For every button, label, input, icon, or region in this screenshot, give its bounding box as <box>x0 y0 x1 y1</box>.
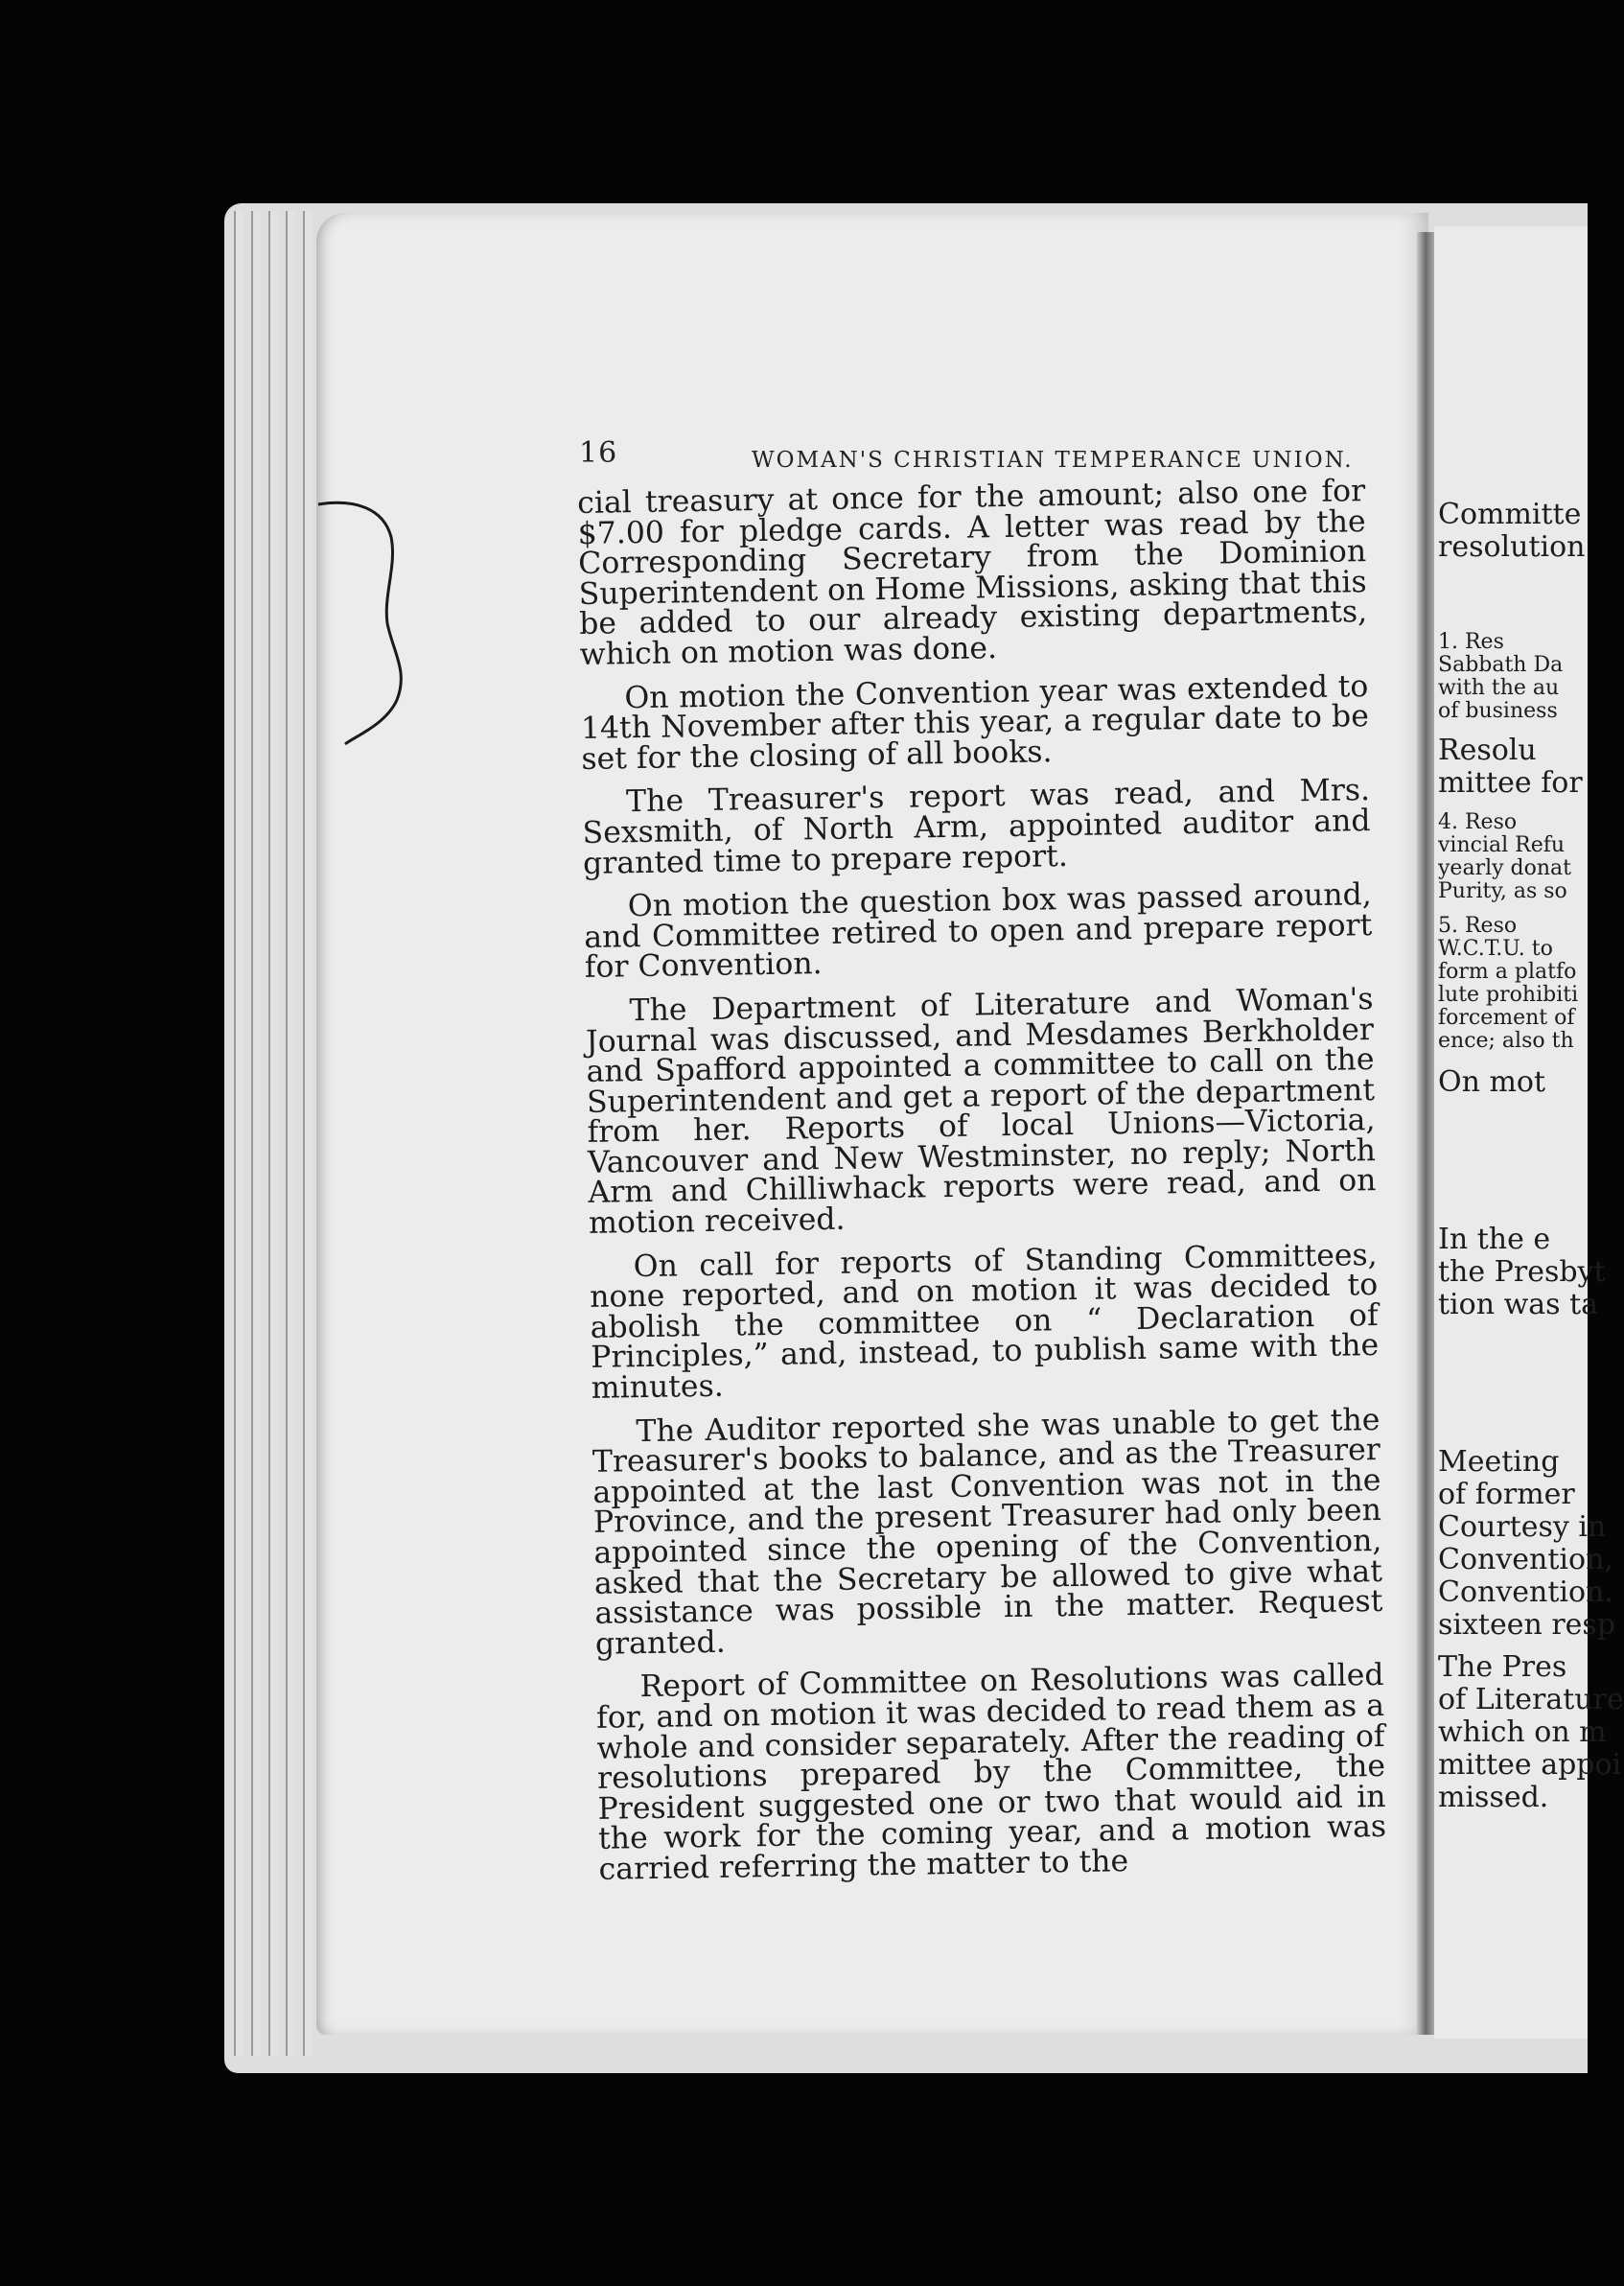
facing-line: Convention, <box>1438 1543 1613 1576</box>
facing-line: W.C.T.U. to <box>1438 937 1553 961</box>
paragraph: On motion the Convention year was extended to 14th November after this year, a regular date to be set for the closing of all books. <box>580 668 1370 777</box>
facing-line: Purity, as so <box>1438 879 1567 903</box>
page-edge <box>268 211 278 2056</box>
facing-line: On mot <box>1438 1065 1546 1099</box>
facing-line: 5. Reso <box>1438 914 1518 938</box>
facing-line: form a platfo <box>1438 960 1577 984</box>
facing-line: Resolu <box>1438 734 1537 767</box>
facing-line: of former <box>1438 1478 1575 1511</box>
facing-line: Meeting <box>1438 1445 1560 1479</box>
facing-line: of Literature <box>1438 1683 1624 1716</box>
facing-line: resolution <box>1438 530 1586 564</box>
facing-line: vincial Refu <box>1438 833 1566 857</box>
page-edge <box>234 211 244 2056</box>
facing-line: sixteen resp <box>1438 1608 1616 1642</box>
facing-line: 1. Res <box>1438 630 1504 654</box>
facing-line: 4. Reso <box>1438 810 1518 834</box>
facing-line: ence; also th <box>1438 1029 1574 1053</box>
facing-line: The Pres <box>1438 1650 1567 1684</box>
facing-line: of business <box>1438 699 1558 723</box>
facing-line: In the e <box>1438 1223 1551 1256</box>
facing-line: lute prohibiti <box>1438 983 1579 1007</box>
facing-line: forcement of <box>1438 1006 1575 1030</box>
paragraph: cial treasury at once for the amount; also one for $7.00 for pledge cards. A letter was read by the Corresponding Secretary from the Dominion Superintendent on Home Missions, asking that this be added to our already existing departments, which on motion was done. <box>576 474 1368 672</box>
facing-line: yearly donat <box>1438 856 1571 880</box>
book-gutter <box>1417 232 1434 2035</box>
body-text <box>576 474 1387 1899</box>
facing-line: the Presbyt <box>1438 1255 1606 1289</box>
paragraph: The Treasurer's report was read, and Mrs. Sexsmith, of North Arm, appointed auditor and granted time to prepare report. <box>582 773 1371 881</box>
facing-line: Committe <box>1438 498 1582 531</box>
page-edge <box>303 211 313 2056</box>
facing-line: missed. <box>1438 1781 1549 1814</box>
page-edge <box>286 211 295 2056</box>
facing-line: which on m <box>1438 1715 1607 1749</box>
facing-line: tion was ta <box>1438 1288 1599 1321</box>
paragraph: The Department of Literature and Woman's Journal was discussed, and Mesdames Berkholder and Spafford appointed a committee to call on the Superintendent and get a report of the department from her. Reports of local Unions—Victoria, Vancouver and New Westminster, no reply; North Arm and Chilliwhack reports were read, and on motion received. <box>585 981 1377 1241</box>
running-title: WOMAN'S CHRISTIAN TEMPERANCE UNION. <box>752 448 1354 473</box>
paragraph: The Auditor reported she was unable to get the Treasurer's books to balance, and as the Treasurer appointed at the last Convention was not in the Province, and the present Treasurer had only been appointed since the opening of the Convention, asked that the Secretary be allowed to give what assistance was possible in the matter. Request granted. <box>592 1402 1383 1662</box>
page-number: 16 <box>579 436 618 470</box>
facing-line: Convention. <box>1438 1575 1613 1609</box>
facing-page-text <box>1438 498 1624 1814</box>
pencil-bracket-mark <box>316 499 431 748</box>
facing-line: Courtesy in <box>1438 1510 1607 1544</box>
paragraph: On call for reports of Standing Committees, none reported, and on motion it was decided to abolish the committee on “ Declaration of Principles,” and, instead, to publish same with the minutes. <box>589 1237 1380 1406</box>
facing-line: mittee appoi <box>1438 1748 1622 1782</box>
facing-line: Sabbath Da <box>1438 653 1564 677</box>
facing-line: with the au <box>1438 676 1560 700</box>
facing-line: mittee for <box>1438 766 1583 800</box>
paragraph: Report of Committee on Resolutions was called for, and on motion it was decided to read them as a whole and consider separately. After the reading of resolutions prepared by the Committee, the President suggested one or two that would aid in the work for the coming year, and a motion was carried referring the matter to the <box>595 1658 1387 1887</box>
page-edge <box>251 211 261 2056</box>
paragraph: On motion the question box was passed around, and Committee retired to open and prepare report for Convention. <box>584 877 1373 986</box>
